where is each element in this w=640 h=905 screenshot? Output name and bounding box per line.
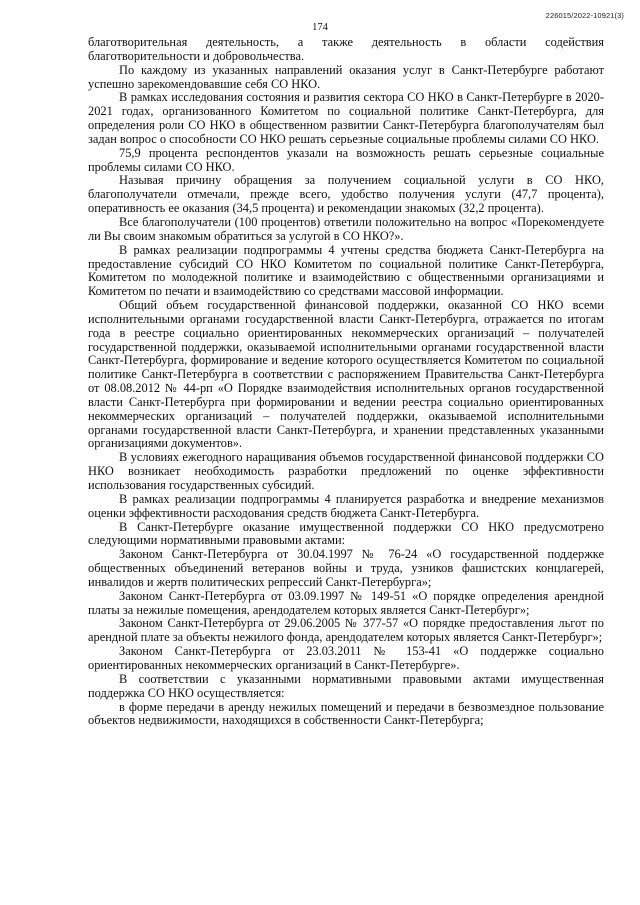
document-body [88, 36, 604, 728]
paragraph: По каждому из указанных направлений оказания услуг в Санкт-Петербурге работают успешно зарекомендовавшие себя СО НКО. [88, 62, 604, 91]
paragraph: В рамках реализации подпрограммы 4 учтены средства бюджета Санкт-Петербурга на предоставление субсидий СО НКО Комитетом по социальной политике Санкт-Петербурга, Комитетом по молодежной политике и взаимодействию с общественными организациями и Комитетом по печати и взаимодействию со средствами массовой информации. [88, 242, 604, 299]
page-number: 174 [312, 22, 328, 33]
paragraph: 75,9 процента респондентов указали на возможность решать серьезные социальные проблемы силами СО НКО. [88, 145, 604, 174]
paragraph: В рамках реализации подпрограммы 4 планируется разработка и внедрение механизмов оценки эффективности расходования средств бюджета Санкт-Петербурга. [88, 491, 604, 520]
paragraph: В Санкт-Петербурге оказание имущественной поддержки СО НКО предусмотрено следующими нормативными правовыми актами: [88, 519, 604, 548]
law-reference-item: Законом Санкт-Петербурга от 30.04.1997 № 76-24 «О государственной поддержке общественных объединений ветеранов войны и труда, узников фашистских концлагерей, инвалидов и жертв политических репрессий Санкт-Петербурга»; [88, 547, 604, 589]
paragraph: В соответствии с указанными нормативными правовыми актами имущественная поддержка СО НКО осуществляется: [88, 671, 604, 700]
paragraph: Все благополучатели (100 процентов) ответили положительно на вопрос «Порекомендуете ли Вы своим знакомым обратиться за услугой в СО НКО?». [88, 214, 604, 243]
law-reference-item: Законом Санкт-Петербурга от 29.06.2005 № 377-57 «О порядке предоставления льгот по арендной плате за объекты нежилого фонда, арендодателем которых является Санкт-Петербург»; [88, 616, 604, 645]
paragraph: В рамках исследования состояния и развития сектора СО НКО в Санкт-Петербурге в 2020-2021 годах, организованного Комитетом по социальной политике Санкт-Петербурга, для определения роли СО НКО в общественном развитии Санкт-Петербурга благополучателям был задан вопрос о способности СО НКО решать серьезные социальные проблемы силами СО НКО. [88, 90, 604, 146]
paragraph: Общий объем государственной финансовой поддержки, оказанной СО НКО всеми исполнительными органами государственной власти Санкт-Петербурга, отражается по итогам года в реестре социально ориентированных некоммерческих организаций – получателей государственной поддержки, оказываемой исполнительными органами государственной власти Санкт-Петербурга, формирование и ведение которого осуществляется Комитетом по социальной политике Санкт-Петербурга в соответствии с распоряжением Правительства Санкт-Петербурга от 08.08.2012 № 44-рп «О Порядке взаимодействия исполнительных органов государственной власти Санкт-Петербурга при формировании и ведении реестра социально ориентированных некоммерческих организаций – получателей поддержки, оказываемой исполнительными органами государственной власти Санкт-Петербурга, и хранении представленных указанными организациями документов». [88, 298, 604, 451]
paragraph: благотворительная деятельность, а также деятельность в области содействия благотворительности и добровольчества. [88, 35, 604, 63]
paragraph: Называя причину обращения за получением социальной услуги в СО НКО, благополучатели отмечали, прежде всего, удобство получения услуги (47,7 процента), оперативность ее оказания (34,5 процента) и рекомендации знакомых (32,2 процента). [88, 173, 604, 216]
document-registration-number: 226015/2022-10921(3) [545, 11, 624, 20]
paragraph: В условиях ежегодного наращивания объемов государственной финансовой поддержки СО НКО возникает необходимость разработки предложений по оценке эффективности использования государственных субсидий. [88, 450, 604, 492]
paragraph: в форме передачи в аренду нежилых помещений и передачи в безвозмездное пользование объектов недвижимости, находящихся в собственности Санкт-Петербурга; [88, 699, 604, 728]
law-reference-item: Законом Санкт-Петербурга от 23.03.2011 № 153-41 «О поддержке социально ориентированных некоммерческих организаций в Санкт-Петербурге». [88, 644, 604, 672]
law-reference-item: Законом Санкт-Петербурга от 03.09.1997 № 149-51 «О порядке определения арендной платы за нежилые помещения, арендодателем которых является Санкт-Петербург»; [88, 588, 604, 617]
